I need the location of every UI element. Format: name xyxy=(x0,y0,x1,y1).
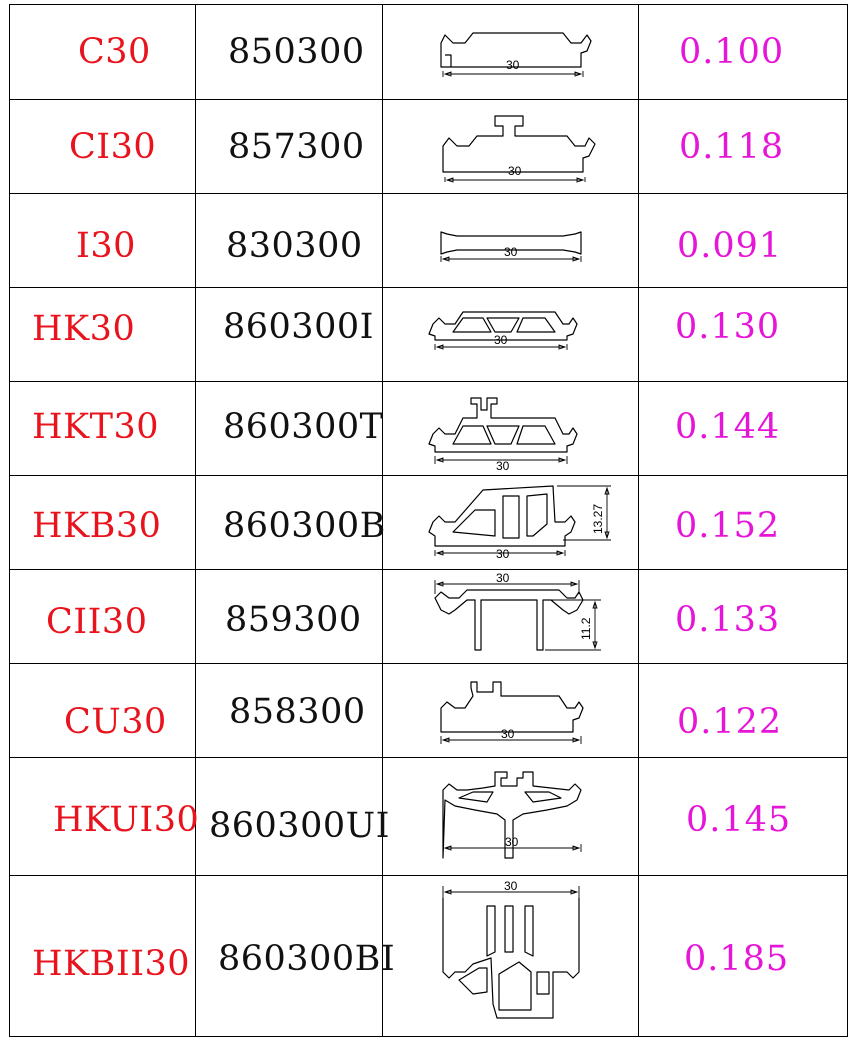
dimension-label: 30 xyxy=(501,727,515,741)
profile-name: HKB30 xyxy=(32,506,162,547)
profile-code: 860300UI xyxy=(209,805,390,846)
profile-code: 850300 xyxy=(228,32,365,72)
dimension-label: 30 xyxy=(506,58,520,72)
weight-value: 0.118 xyxy=(679,126,785,167)
table-row xyxy=(10,876,848,1037)
weight-value: 0.152 xyxy=(675,506,781,547)
profile-drawing xyxy=(383,288,639,381)
dimension-label: 30 xyxy=(494,333,508,347)
profile-name: CI30 xyxy=(69,126,157,167)
weight-value: 0.130 xyxy=(675,307,781,348)
profile-code: 859300 xyxy=(225,600,362,641)
height-dimension-label: 11.2 xyxy=(579,617,593,640)
profile-drawing xyxy=(383,194,639,287)
profile-name: HKUI30 xyxy=(53,800,200,840)
weight-value: 0.100 xyxy=(679,32,785,72)
table-row xyxy=(10,664,848,758)
dimension-label: 30 xyxy=(504,245,518,259)
weight-value: 0.185 xyxy=(684,939,790,980)
weight-value: 0.133 xyxy=(675,600,781,641)
profile-code: 860300T xyxy=(223,406,384,447)
dimension-label: 30 xyxy=(504,879,518,893)
profile-drawing xyxy=(383,5,639,99)
dimension-label: 30 xyxy=(496,547,510,561)
table-row xyxy=(10,288,848,382)
weight-value: 0.091 xyxy=(677,226,783,267)
table-row xyxy=(10,5,848,100)
profile-code: 830300 xyxy=(226,226,363,267)
profile-name: I30 xyxy=(76,226,136,267)
table-row xyxy=(10,758,848,876)
weight-value: 0.122 xyxy=(677,701,783,742)
profile-drawing xyxy=(383,758,639,875)
profile-drawing xyxy=(383,876,639,1036)
height-dimension-label: 13.27 xyxy=(591,503,605,534)
profile-name: HKBII30 xyxy=(32,944,191,984)
profile-name: HKT30 xyxy=(32,406,160,447)
profile-name: CII30 xyxy=(46,602,148,643)
table-row xyxy=(10,570,848,664)
weight-value: 0.144 xyxy=(675,406,781,447)
table-row xyxy=(10,194,848,288)
dimension-label: 30 xyxy=(496,571,510,585)
profile-code: 860300I xyxy=(223,307,374,348)
table-row xyxy=(10,100,848,194)
profile-code: 860300BI xyxy=(218,939,396,980)
profile-name: HK30 xyxy=(32,308,136,349)
profile-drawing xyxy=(383,570,639,663)
table-row xyxy=(10,382,848,476)
profile-drawing xyxy=(383,476,639,569)
weight-value: 0.145 xyxy=(686,800,792,840)
profile-code: 858300 xyxy=(229,692,366,733)
profile-name: C30 xyxy=(78,32,151,72)
profile-code: 860300B xyxy=(223,506,386,547)
profile-name: CU30 xyxy=(64,701,167,742)
profile-drawing xyxy=(383,664,639,757)
profile-table xyxy=(9,4,848,1037)
profile-drawing xyxy=(383,382,639,475)
table-row xyxy=(10,476,848,570)
dimension-label: 30 xyxy=(505,835,519,849)
dimension-label: 30 xyxy=(508,164,522,178)
profile-code: 857300 xyxy=(228,126,365,167)
profile-drawing xyxy=(383,100,639,193)
dimension-label: 30 xyxy=(496,459,510,473)
